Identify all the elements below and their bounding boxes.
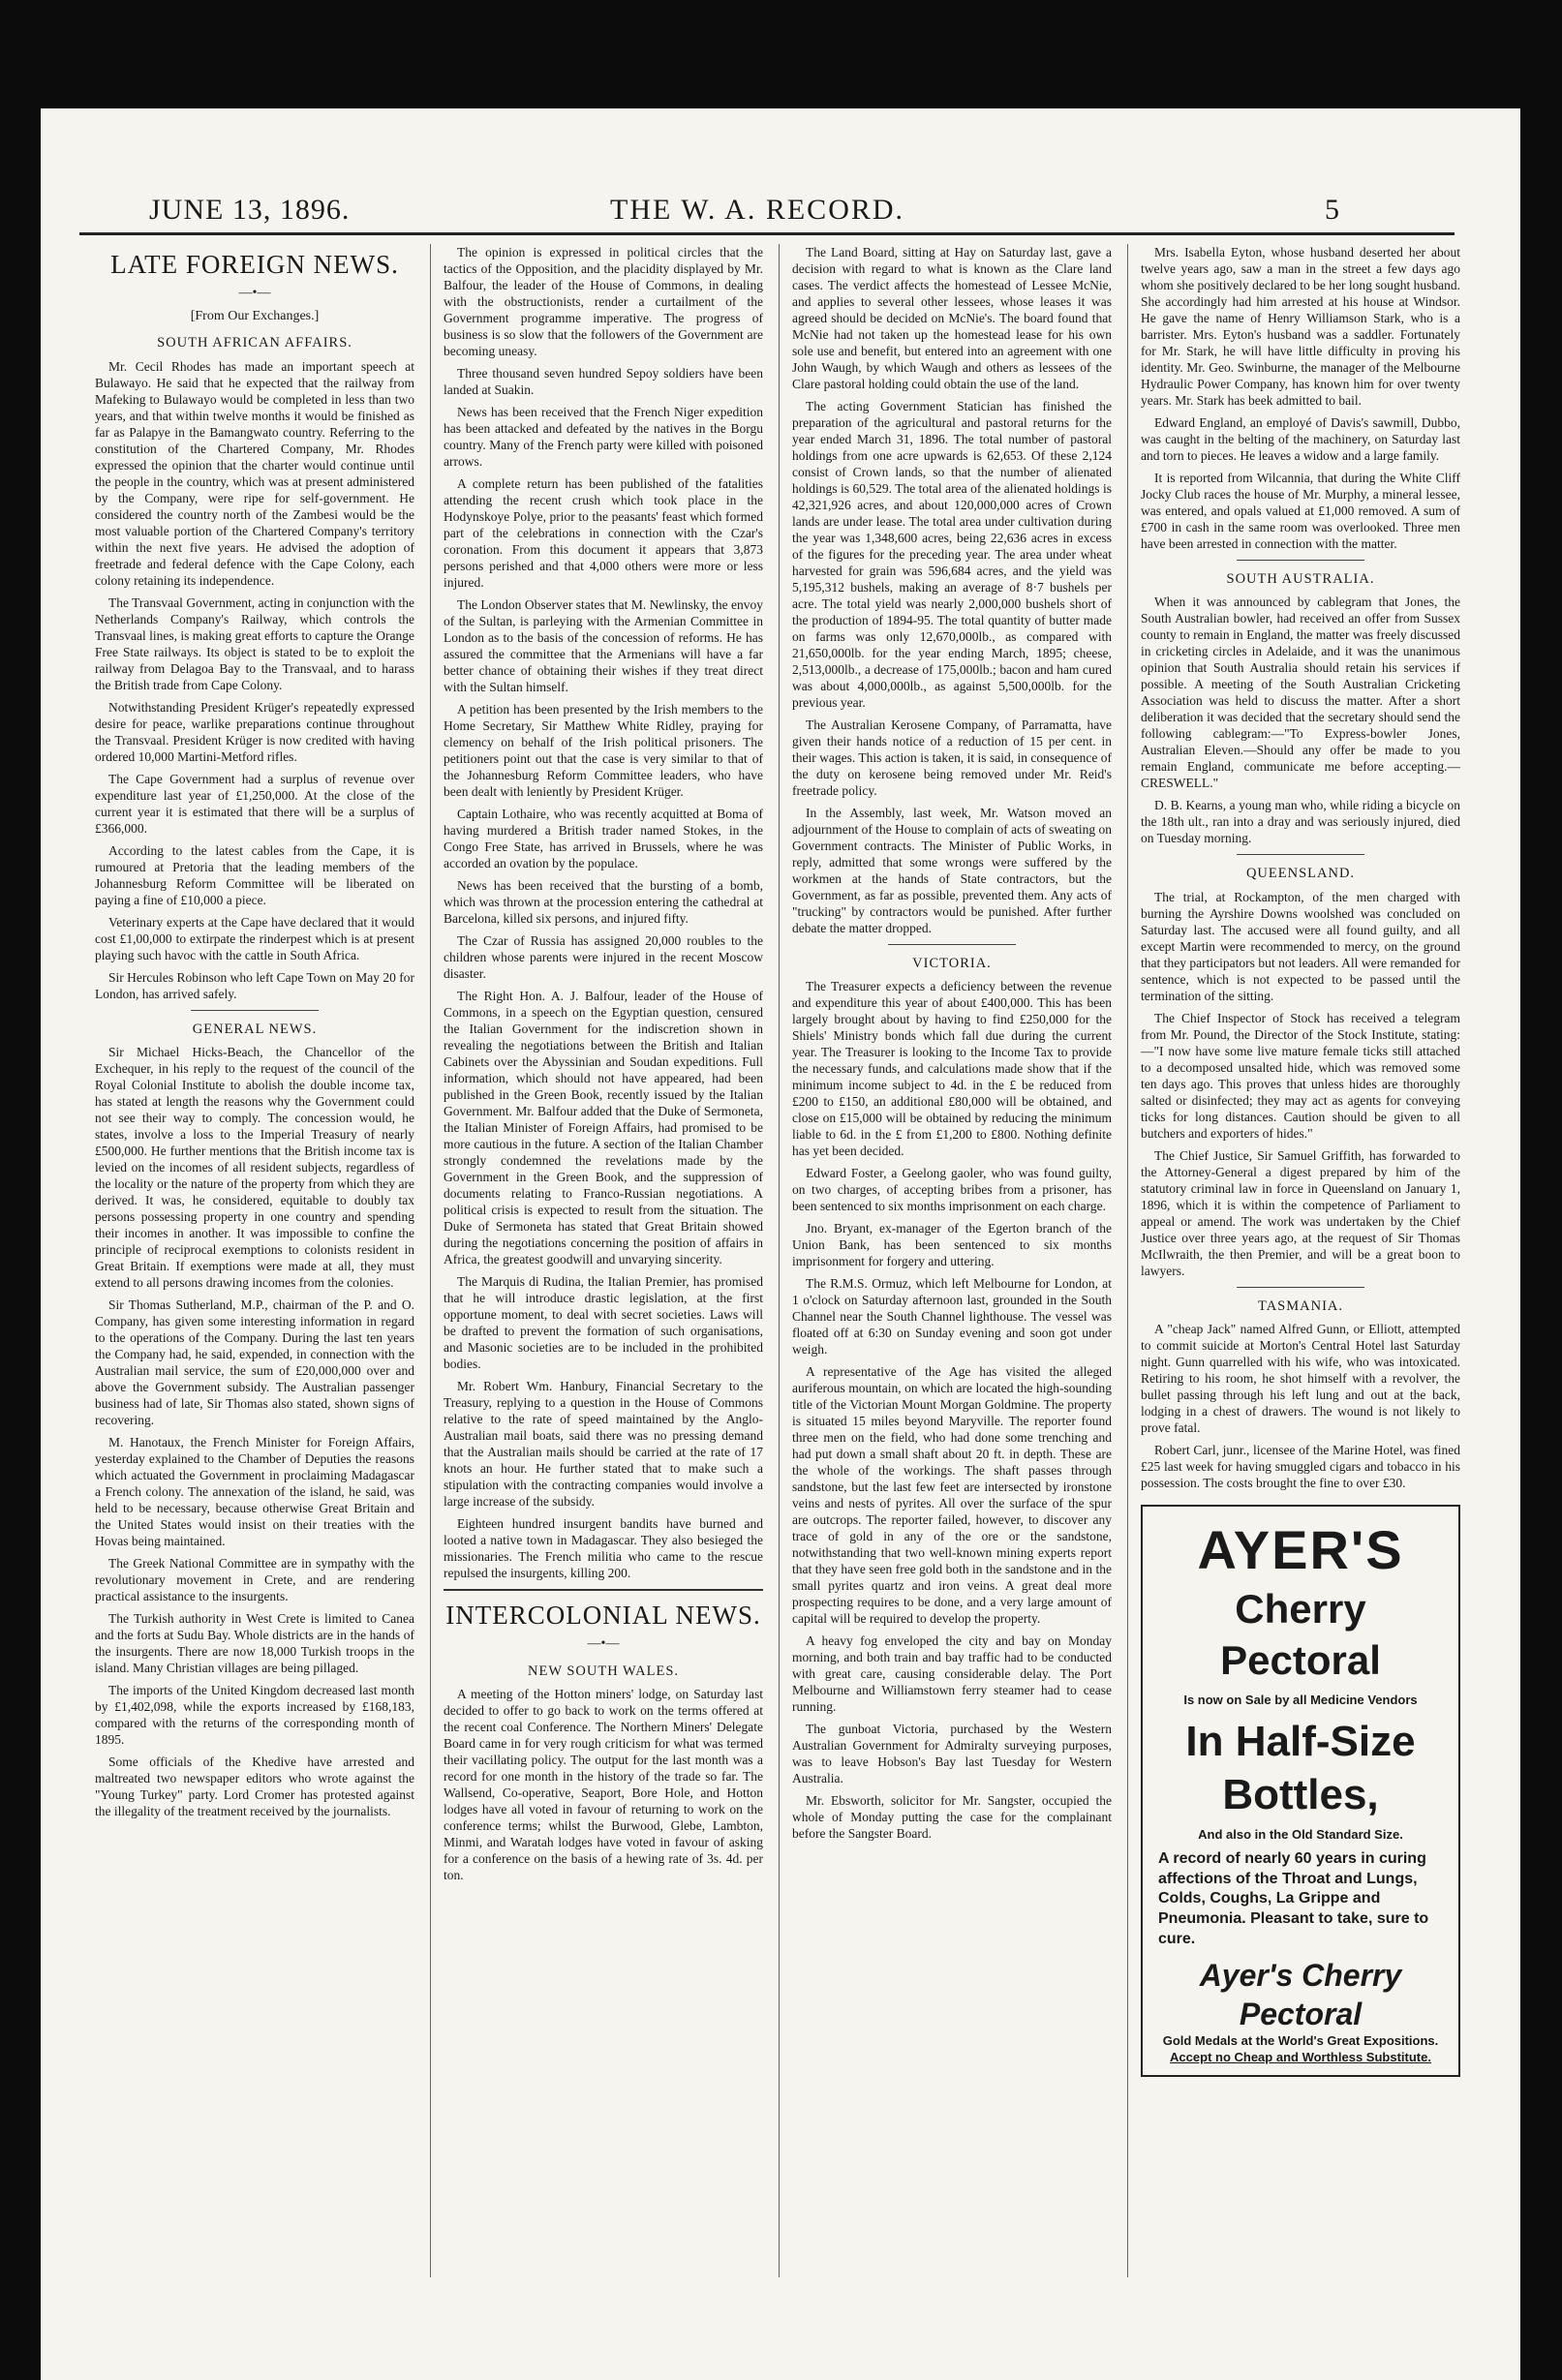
page-number: 5 <box>1325 194 1340 226</box>
subsection-heading: VICTORIA. <box>912 956 992 971</box>
article-paragraph: Robert Carl, junr., licensee of the Marine Hotel, was fined £25 last week for having smuggled cigars and tobacco in his possession. The costs brought the fine to over £30. <box>1141 1442 1460 1490</box>
article-paragraph: The Land Board, sitting at Hay on Saturday last, gave a decision with regard to what is known as the Clare land cases. The verdict affects the homestead of Lessee McNie, and applies to several other lessees, whose leases it was agreed should be decided on McNie's. The board found that McNie had not taken up the homestead lease for his own sole use and benefit, but entered into an agreement with one John Waugh, by which Waugh and others as lessees of the Clare pastoral holding could obtain the use of the land. <box>792 245 1112 391</box>
divider <box>888 944 1016 945</box>
article-paragraph: According to the latest cables from the Cape, it is rumoured at Pretoria that the leading members of the Johannesburg Reform Committee will be liberated on paying a fine of £10,000 a piece. <box>95 842 414 907</box>
issue-date: JUNE 13, 1896. <box>149 194 351 226</box>
ad-script-name: Ayer's Cherry Pectoral <box>1199 1957 1402 2032</box>
article-paragraph: Sir Hercules Robinson who left Cape Town on May 20 for London, has arrived safely. <box>95 969 415 1001</box>
article-paragraph: The Australian Kerosene Company, of Parramatta, have given their hands notice of a reduction of 15 per cent. in their wages. This action is taken, it is said, in consequence of the duty on kerosene being removed under Mr. Reid's freetrade policy. <box>792 717 1112 798</box>
section-heading: LATE FOREIGN NEWS. <box>110 250 399 279</box>
article-paragraph: The Czar of Russia has assigned 20,000 roubles to the children whose parents were injured in the recent Moscow disaster. <box>444 933 763 981</box>
column-1 <box>95 244 414 1825</box>
article-paragraph: Three thousand seven hundred Sepoy soldiers have been landed at Suakin. <box>444 366 763 397</box>
article-paragraph: The Transvaal Government, acting in conjunction with the Netherlands Company's Railway, which controls the Transvaal lines, is making great efforts to capture the Orange Free State railways. Its object is stated to be to exploit the railway from Delagoa Bay to the Transvaal, and to harass the British trade from Cape Colony. <box>95 595 414 692</box>
divider <box>1237 560 1364 561</box>
article-paragraph: M. Hanotaux, the French Minister for Foreign Affairs, yesterday explained to the Chamber of Deputies the reasons which actuated the Government in proclaiming Madagascar a French colony. The annexation of the island, he said, was held to be necessary, because otherwise Great Britain and the United States would insist on their treaties with the Hovas being maintained. <box>95 1434 414 1548</box>
article-paragraph: Sir Michael Hicks-Beach, the Chancellor of the Exchequer, in his reply to the request of the council of the Royal Colonial Institute to abolish the double income tax, has stated at length the reasons why the Government could not see their way to comply. The concession would, he states, involve a loss to the Imperial Treasury of nearly £500,000. He further mentions that the British income tax is levied on the incomes of all resident subjects, regardless of the locality or the nature of the property from which they are derived. It was, he considered, equitable to doubly tax persons possessing property in one country and spending their incomes in another. It was impossible to confine the principle of reciprocal exemptions to colonists resident in Great Britain. If exemptions were made at all, they must extend to all persons drawing incomes from the colonies. <box>95 1044 414 1290</box>
ad-product: Cherry Pectoral <box>1220 1586 1381 1684</box>
article-paragraph: The Chief Inspector of Stock has received a telegram from Mr. Pound, the Director of the Stock Institute, stating:—"I now have some live mature female ticks still attached to a decomposed unsalted hide, which was removed some ten days ago. This proves that unless hides are thoroughly salted or disinfected; they may act as agents for conveying ticks for long distances. Caution should be given to all butchers and exporters of hides." <box>1141 1010 1460 1141</box>
article-paragraph: Jno. Bryant, ex-manager of the Egerton branch of the Union Bank, has been sentenced to six months imprisonment for forgery and uttering. <box>792 1221 1112 1269</box>
article-paragraph: D. B. Kearns, a young man who, while riding a bicycle on the 18th ult., ran into a dray and was seriously injured, died on Tuesday morning. <box>1141 798 1460 846</box>
article-paragraph: The trial, at Rockampton, of the men charged with burning the Ayrshire Downs woolshed was concluded on Saturday last. The accused were all found guilty, and all except Martin were recommended to mercy, on the ground that they participators but not leaders. All were remanded for sentence, which is not expected to be passed until the termination of the sitting. <box>1141 889 1460 1003</box>
header-rule <box>79 232 1455 235</box>
article-paragraph: A "cheap Jack" named Alfred Gunn, or Elliott, attempted to commit suicide at Morton's Central Hotel last Saturday night. Gunn quarrelled with his wife, who was intoxicated. Retiring to his room, he shot himself with a revolver, the bullet passing through his left lung and out at the back, lodging in a chest of drawers. The wound is not likely to prove fatal. <box>1141 1321 1460 1435</box>
divider <box>191 1010 319 1011</box>
column-2 <box>444 244 763 1889</box>
article-paragraph: The Turkish authority in West Crete is limited to Canea and the forts at Sudu Bay. Whole districts are in the hands of the insurgents. There are now 18,000 Turkish troops in the island. Many Christian villages are being pillaged. <box>95 1610 414 1675</box>
article-paragraph: The opinion is expressed in political circles that the tactics of the Opposition, and the placidity displayed by Mr. Balfour, the leader of the House of Commons, in dealing with the obstructionists, render a curtailment of the Government programme imperative. The progress of business is so slow that the followers of the Government are becoming uneasy. <box>444 245 763 358</box>
column-3 <box>792 244 1112 1847</box>
article-paragraph: Mr. Ebsworth, solicitor for Mr. Sangster, occupied the whole of Monday putting the case for the complainant before the Sangster Board. <box>792 1793 1112 1842</box>
article-paragraph: A complete return has been published of the fatalities attending the recent crush which took place in the Hodynskoye Polye, prior to the peasants' feast which formed part of the celebrations in connection with the Czar's coronation. From this document it appears that 3,873 persons perished and that 4,000 others were more or less injured. <box>444 476 763 590</box>
divider <box>444 1589 763 1591</box>
article-paragraph: A heavy fog enveloped the city and bay on Monday morning, and both train and bay traffic had to be conducted with great care, causing considerable delay. The Port Melbourne and Williamstown ferry steamer had to cease running. <box>792 1633 1112 1715</box>
article-paragraph: A meeting of the Hotton miners' lodge, on Saturday last decided to offer to go back to work on the terms offered at the recent coal Conference. The Northern Miners' Delegate Board came in for very rough criticism for what was termed their vacillating policy. The output for the last month was a record for one month in the history of the trade so far. The Wallsend, Co-operative, Seaport, Bore Hole, and Hotton lodges have all voted in favour of returning to work on the conference terms; whilst the Burwood, Glebe, Lambton, Minmi, and Waratah lodges have voted in favour of asking for a conference on the basis of a hewing rate of 3s. 4d. per ton. <box>444 1686 763 1882</box>
article-paragraph: Veterinary experts at the Cape have declared that it would cost £1,00,000 to extirpate the rinderpest which is at present playing such havoc with the cattle in South Africa. <box>95 914 414 962</box>
article-paragraph: Edward Foster, a Geelong gaoler, who was found guilty, on two charges, of accepting bribes from a prisoner, has been sentenced to six months imprisonment on each charge. <box>792 1166 1112 1214</box>
article-paragraph: The Treasurer expects a deficiency between the revenue and expenditure this year of about £400,000. This has been largely brought about by having to find £250,000 for the Shiels' Ministry bonds which fall due during the current year. The Treasurer is looking to the Income Tax to provide the necessary funds, and calculations made show that if the minimum income subject to 4d. in the £ be reduced from £200 to £150, an additional £80,000 will be obtained, and close on £15,000 will be obtained by reducing the minimum liable to 6d. in the £ from £1,200 to £800. Nothing definite has yet been decided. <box>792 979 1112 1159</box>
subsection-heading: GENERAL NEWS. <box>192 1021 318 1037</box>
ad-medals: Gold Medals at the World's Great Expositions. <box>1162 2033 1439 2049</box>
section-heading: INTERCOLONIAL NEWS. <box>445 1601 761 1630</box>
ad-line: And also in the Old Standard Size. <box>1198 1827 1403 1843</box>
article-paragraph: The Greek National Committee are in sympathy with the revolutionary movement in Crete, and are rendering practical assistance to the insurgents. <box>95 1555 414 1603</box>
article-paragraph: Captain Lothaire, who was recently acquitted at Boma of having murdered a British trader named Stokes, in the Congo Free State, has arrived in Brussels, where he was accorded an ovation by the populace. <box>444 807 763 870</box>
column-rule <box>430 244 431 2277</box>
article-paragraph: The gunboat Victoria, purchased by the Western Australian Government for Admiralty surveying purposes, was to leave Hobson's Bay last Tuesday for Western Australia. <box>792 1722 1112 1786</box>
subsection-heading: NEW SOUTH WALES. <box>527 1663 680 1679</box>
article-paragraph: The London Observer states that M. Newlinsky, the envoy of the Sultan, is parleying with the Armenian Committee in London as to the basis of the concession of reforms. He has assured the committee that the Armenians will have a far better chance of obtaining their wishes if they treat direct with the Sultan himself. <box>444 597 763 694</box>
article-paragraph: A representative of the Age has visited the alleged auriferous mountain, on which are located the high-sounding title of the Victorian Mount Morgan Goldmine. The property is situated 15 miles beyond Maryville. The reporter found three men on the field, who had done some trenching and had put down a small shaft about 20 ft. in depth. These are the whole of the workings. The shaft passes through sandstone, but the last few feet are intersected by ironstone veins and nests of pyrites. All over the surface of the spur are outcrops. The reporter failed, however, to discover any trace of gold in any of the ore or the sandstone, notwithstanding that two well-known mining experts report that they have seen free gold both in the sandstone and in the small pyrites quartz and iron veins. A great deal more prospecting requires to be done, and a very large amount of capital will be required to develop the property. <box>792 1364 1112 1627</box>
column-rule <box>779 244 780 2277</box>
article-paragraph: It is reported from Wilcannia, that during the White Cliff Jocky Club races the house of Mr. Murphy, a mineral lessee, was entered, and opals valued at £1,000 removed. A sum of £700 in cash in the same room was overlooked. Three men have been arrested in connection with the matter. <box>1141 471 1460 551</box>
subsection-heading: QUEENSLAND. <box>1245 866 1356 882</box>
column-4 <box>1141 244 1460 2077</box>
ad-body: A record of nearly 60 years in curing affections of the Throat and Lungs, Colds, Coughs, La Grippe and Pneumonia. Pleasant to take, sure to cure. <box>1158 1849 1429 1947</box>
column-rule <box>1127 244 1128 2277</box>
article-paragraph: The R.M.S. Ormuz, which left Melbourne for London, at 1 o'clock on Saturday afternoon last, grounded in the South Channel near the South Channel lighthouse. The vessel was floated off at 6:30 on Sunday evening and soon got under weigh. <box>792 1276 1112 1358</box>
ad-warning: Accept no Cheap and Worthless Substitute. <box>1170 2049 1431 2064</box>
advertisement <box>1141 1505 1460 2077</box>
masthead: THE W. A. RECORD. <box>610 194 905 226</box>
article-paragraph: Edward England, an employé of Davis's sawmill, Dubbo, was caught in the belting of the machinery, on Saturday last and torn to pieces. He leaves a widow and a large family. <box>1141 415 1460 463</box>
ad-line: Is now on Sale by all Medicine Vendors <box>1183 1693 1418 1708</box>
subsection-heading: TASMANIA. <box>1258 1297 1343 1314</box>
ornament: —•— <box>587 1636 620 1652</box>
ad-brand: AYER'S <box>1197 1518 1404 1580</box>
article-paragraph: The Right Hon. A. J. Balfour, leader of the House of Commons, in a speech on the Egyptian question, censured the Italian Government for the indiscretion shown in revealing the negotiations between the British and Italian Cabinets over the Abyssinian and Soudan expeditions. Full information, which should not have appeared, had been published in the Green Book, recently issued by the Italian Government. Mr. Balfour added that the Duke of Sermoneta, the Italian Minister of Foreign Affairs, had promised to be more cautious in the future. A section of the Italian Chamber strongly condemned the revelations made by the Government in the Green Book, and the suppression of documents relating to Franco-Russian negotiations. A political crisis is expected to result from the situation. The Duke of Sermoneta has stated that Great Britain showed during the negotiations concerning the position of affairs in Africa, the greatest goodwill and unvarying sincerity. <box>444 989 763 1266</box>
ad-size: In Half-Size Bottles, <box>1185 1717 1416 1818</box>
article-paragraph: The Marquis di Rudina, the Italian Premier, has promised that he will introduce drastic legislation, at the first opportune moment, to deal with secret societies. Laws will be drafted to prevent the formation of such organisations, and Masonic societies are to be included in the prohibited bodies. <box>444 1274 763 1371</box>
article-paragraph: Mrs. Isabella Eyton, whose husband deserted her about twelve years ago, saw a man in the street a few days ago whom she positively declared to be her long sought husband. She accordingly had him arrested at his house at Windsor. He gave the name of Henry Williamson Stark, who is a barrister. Mrs. Eyton's husband was a saddler. Fortunately for Mr. Stark, he will have little difficulty in proving his identity. Mr. Geo. Swinburne, the manager of the Melbourne Hydraulic Power Company, has known him for over twenty years. Mr. Stark has beek admitted to bail. <box>1141 245 1460 408</box>
article-paragraph: Sir Thomas Sutherland, M.P., chairman of the P. and O. Company, has given some interesting information in regard to the operations of the Company. During the last ten years the Company had, he said, expended, in connection with the Australian mail service, the sum of £20,000,000 over and above the Government subsidy. The Australian passenger business had of late, Sir Thomas also stated, shown signs of recovering. <box>95 1297 414 1427</box>
article-paragraph: A petition has been presented by the Irish members to the Home Secretary, Sir Matthew White Ridley, praying for clemency on behalf of the Irish political prisoners. The petitioners point out that the case is very similar to that of the Johannesburg Reform Committee leaders, who have been dealt with leniently by President Krüger. <box>444 702 763 799</box>
article-paragraph: Mr. Cecil Rhodes has made an important speech at Bulawayo. He said that he expected that the railway from Mafeking to Bulawayo would be completed in less than two years, and that within twelve months it would be finished as far as Palapye in the Bamangwato country. Referring to the constitution of the Chartered Company, Mr. Rhodes expressed the opinion that the charter would continue until the people in the country, which was at present administered by the Company, were ripe for self-government. He considered the country north of the Zambesi would be the most valuable portion of the Chartered Company's territory within the next five years. He advised the adoption of freetrade and federal defence with the Cape Colony, each colony retaining its independence. <box>95 358 414 588</box>
article-paragraph: News has been received that the bursting of a bomb, which was thrown at the procession entering the cathedral at Barcelona, killed six persons, and injured fifty. <box>444 878 763 926</box>
article-paragraph: Some officials of the Khedive have arrested and maltreated two newspaper editors who wrote against the "Young Turkey" party. Lord Cromer has protested against the illegality of the treatment received by the journalists. <box>95 1754 414 1818</box>
subsection-heading: SOUTH AUSTRALIA. <box>1226 571 1375 587</box>
article-paragraph: News has been received that the French Niger expedition has been attacked and defeated by the natives in the Borgu country. Many of the French party were killed with poisoned arrows. <box>444 405 763 469</box>
article-paragraph: The Cape Government had a surplus of revenue over expenditure last year of £1,250,000. At the close of the current year it is estimated that there will be a surplus of £366,000. <box>95 771 414 836</box>
divider <box>1237 854 1364 855</box>
article-paragraph: Eighteen hundred insurgent bandits have burned and looted a native town in Madagascar. They also besieged the missionaries. The French militia who came to the rescue repulsed the insurgents, killing 200. <box>444 1516 763 1580</box>
article-paragraph: In the Assembly, last week, Mr. Watson moved an adjournment of the House to complain of acts of sweating on Government contracts. The Minister of Public Works, in reply, admitted that some wrongs were suffered by the workmen at the hands of State contractors, but the Government, as far as possible, prevented them. Any acts of "trucking" by contractors would be punished. After further debate the matter dropped. <box>792 806 1112 935</box>
article-paragraph: Mr. Robert Wm. Hanbury, Financial Secretary to the Treasury, replying to a question in the House of Commons relative to the rate of speed maintained by the Anglo-Australian mail boats, said there was no pressing demand that the Australian mails should be carried at the rate of 17 knots an hour. He further stated that to make such a stipulation with the contracting companies would involve a large increase of the subsidy. <box>444 1379 763 1509</box>
article-paragraph: The imports of the United Kingdom decreased last month by £1,402,098, while the exports increased by £168,183, compared with the returns of the corresponding month of 1895. <box>95 1682 414 1747</box>
source-note: [From Our Exchanges.] <box>190 308 320 323</box>
article-paragraph: The acting Government Statician has finished the preparation of the agricultural and pastoral returns for the year ended March 31, 1896. The total number of pastoral holdings from one acre upwards is 62,653. Of these 2,124 consist of Crown lands, so that the number of alienated holdings is 60,529. The total area of the alienated holdings is 42,321,926 acres, and about 120,000,000 acres of Crown lands are under lease. The total area under cultivation during the year was 1,348,600 acres, being 22,636 acres in excess of the figures for the preceding year. The area under wheat harvested for grain was 596,684 acres, and the yield was 5,195,312 bushels, making an average of 8·7 bushels per acre. The total yield was nearly 2,000,000 bushels short of the production of 1894-95. The total quantity of butter made on farms was only 12,670,000lb., as compared with 21,650,000lb. for the year ending March, 1895; cheese, 2,513,000lb., a decrease of 175,000lb.; bacon and ham cured was about 4,000,000lb., as against 5,500,000lb. for the previous year. <box>792 399 1112 710</box>
newspaper-page <box>41 108 1520 2380</box>
ornament: —•— <box>238 286 271 301</box>
divider <box>1237 1287 1364 1288</box>
article-paragraph: Notwithstanding President Krüger's repeatedly expressed desire for peace, warlike preparations continue throughout the Transvaal. President Krüger is now credited with having ordered 10,000 Martini-Metford rifles. <box>95 699 414 764</box>
article-paragraph: When it was announced by cablegram that Jones, the South Australian bowler, had received an offer from Sussex county to remain in England, the matter was freely discussed in cricketing circles in Adelaide, and it was the unanimous opinion that South Australia should retain his services if possible. A meeting of the South Australian Cricketing Association was held to discuss the matter. After a short deliberation it was decided that the secretary should send the following cablegram:—"To Express-bowler Jones, Australian Eleven.—Should any offer be made to you remain England, communicate me before accepting.—CRESWELL." <box>1141 595 1460 791</box>
subsection-heading: SOUTH AFRICAN AFFAIRS. <box>157 335 352 351</box>
article-paragraph: The Chief Justice, Sir Samuel Griffith, has forwarded to the Attorney-General a digest prepared by him of the statutory criminal law in force in Queensland on January 1, 1896, which it is within the competence of Parliament to appeal or amend. The work was undertaken by the Chief Justice over three years ago, at the request of Sir Thomas McIlwraith, the then Premier, and will be a great boon to lawyers. <box>1141 1147 1460 1278</box>
